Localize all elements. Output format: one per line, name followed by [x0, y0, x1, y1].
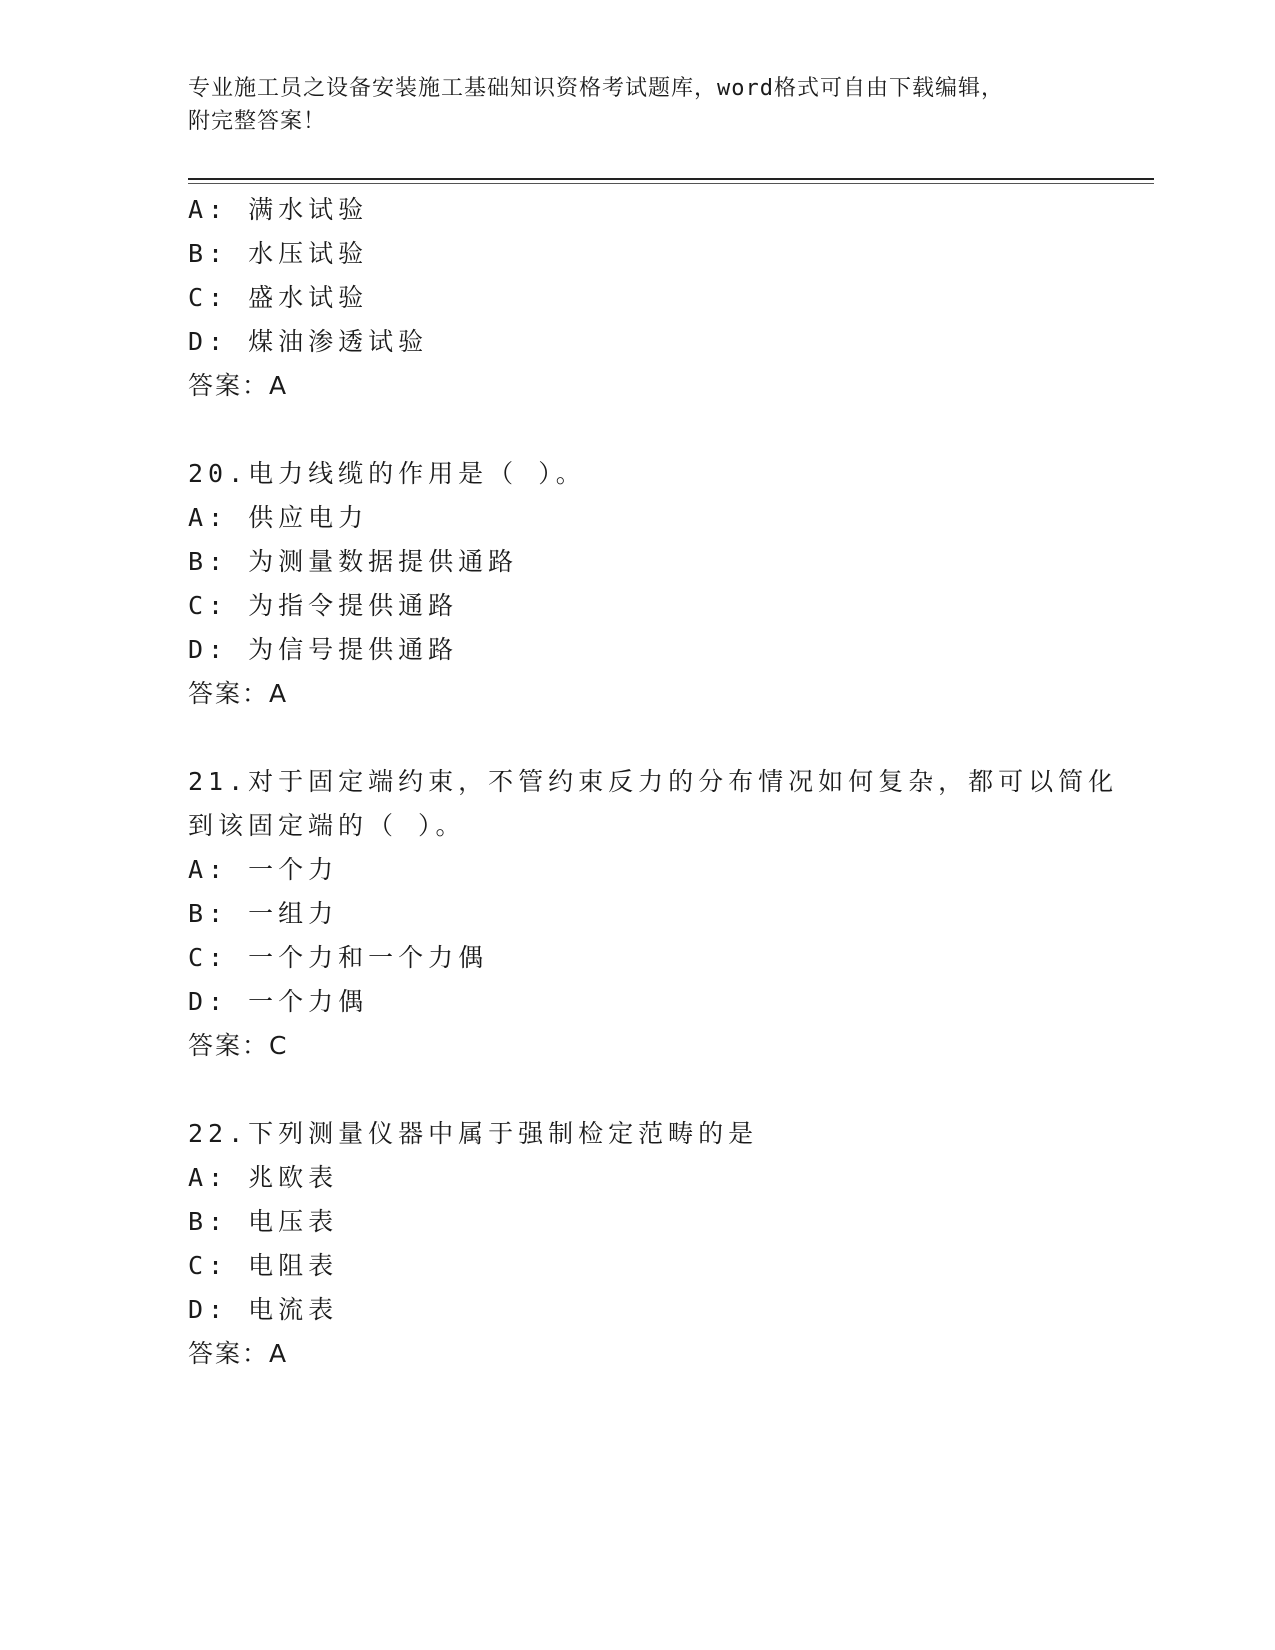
q21-question-line-2: 到该固定端的（ ）。: [188, 811, 466, 840]
document-header: [188, 72, 1088, 138]
q20-option-a: A: 供应电力: [188, 503, 369, 532]
q19-option-b: B: 水压试验: [188, 239, 369, 268]
q20-option-c: C: 为指令提供通路: [188, 591, 459, 620]
q19-option-c: C: 盛水试验: [188, 283, 369, 312]
q20-answer: 答案：A: [188, 679, 289, 708]
q19-option-a: A: 满水试验: [188, 195, 369, 224]
q20-option-d: D: 为信号提供通路: [188, 635, 459, 664]
q20-option-b: B: 为测量数据提供通路: [188, 547, 519, 576]
q19-answer: 答案：A: [188, 371, 289, 400]
q22-option-d: D: 电流表: [188, 1295, 339, 1324]
header-divider-secondary: [188, 183, 1154, 184]
q21-option-c: C: 一个力和一个力偶: [188, 943, 489, 972]
q21-answer: 答案：C: [188, 1031, 289, 1060]
q21-option-a: A: 一个力: [188, 855, 339, 884]
header-divider: [188, 178, 1154, 180]
q21-question-line-1: 21.对于固定端约束，不管约束反力的分布情况如何复杂，都可以简化: [188, 767, 1119, 796]
q21-option-b: B: 一组力: [188, 899, 339, 928]
q22-option-a: A: 兆欧表: [188, 1163, 339, 1192]
q22-answer: 答案：A: [188, 1339, 289, 1368]
q21-option-d: D: 一个力偶: [188, 987, 369, 1016]
header-line-2: 附完整答案！: [188, 109, 327, 134]
q22-option-b: B: 电压表: [188, 1207, 339, 1236]
q22-option-c: C: 电阻表: [188, 1251, 339, 1280]
q22-question: 22.下列测量仪器中属于强制检定范畴的是: [188, 1119, 759, 1148]
q19-option-d: D: 煤油渗透试验: [188, 327, 429, 356]
q20-question: 20.电力线缆的作用是（ ）。: [188, 459, 586, 488]
header-line-1: 专业施工员之设备安装施工基础知识资格考试题库，word格式可自由下载编辑，: [188, 76, 1004, 101]
